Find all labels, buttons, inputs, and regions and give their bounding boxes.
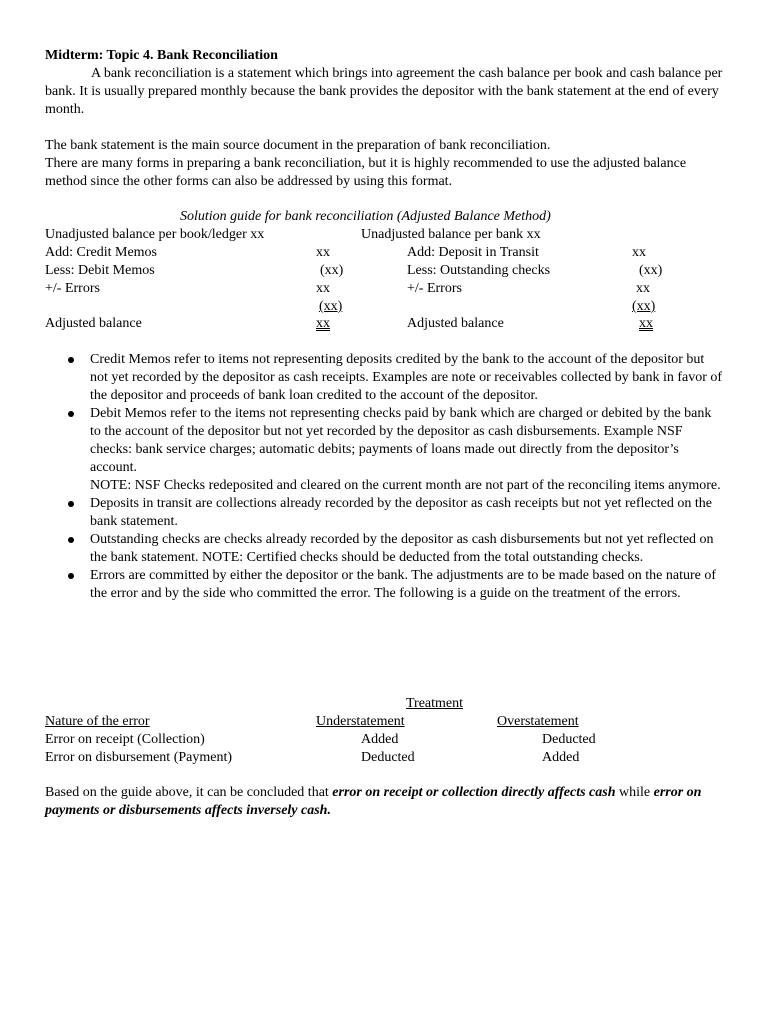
understatement-column-header: Understatement — [316, 714, 405, 729]
treatment-header: Treatment — [406, 696, 464, 711]
definitions-list — [45, 351, 725, 603]
table-row-understatement: Added — [361, 732, 399, 747]
bullet-text: Errors are committed by either the depositor or the bank. The adjustments are to be made based on the nature of the error and by the side who committed the error. The following is a guide on the treatment of the errors. — [90, 568, 717, 601]
conclusion-text: Based on the guide above, it can be concluded that — [45, 785, 333, 800]
list-item — [45, 351, 725, 405]
book-row-label: Add: Credit Memos — [45, 245, 157, 260]
list-item — [45, 495, 725, 531]
conclusion-paragraph — [45, 784, 735, 820]
bullet-text: Credit Memos refer to items not representing deposits credited by the bank to the account of the depositor but not yet recorded by the depositor as cash receipts. Examples are note or receivables collected by bank in favor of the depositor and proceeds of bank loan credited to the account of the depositor. — [90, 352, 723, 403]
book-row-value: (xx) — [320, 263, 344, 278]
bank-row-value: (xx) — [632, 299, 656, 314]
solution-guide-caption: Solution guide for bank reconciliation (Adjusted Balance Method) — [180, 209, 551, 224]
book-side-header: Unadjusted balance per book/ledger xx — [45, 227, 265, 242]
nature-column-header: Nature of the error — [45, 714, 150, 729]
bank-row-label: Adjusted balance — [407, 316, 504, 331]
bullet-icon — [68, 501, 74, 507]
bullet-note: NOTE: NSF Checks redeposited and cleared on the current month are not part of the reconciling items anymore. — [90, 478, 721, 493]
book-row-label: +/- Errors — [45, 281, 100, 296]
list-item — [45, 567, 725, 603]
overstatement-column-header: Overstatement — [497, 714, 579, 729]
bank-row-value: xx — [636, 281, 650, 296]
bullet-text: Debit Memos refer to the items not representing checks paid by bank which are charged or debited by the bank to the account of the depositor but not yet recorded by the depositor as cash disbursements. Example NSF checks: bank service charges; automatic debits; payments of loans made out directly from the depositor’s account. — [90, 406, 712, 475]
bank-row-label: Add: Deposit in Transit — [407, 245, 539, 260]
table-row-understatement: Deducted — [361, 750, 415, 765]
conclusion-emphasis-receipt: error on receipt or collection directly affects cash — [332, 785, 616, 800]
book-row-value: (xx) — [319, 299, 343, 314]
bullet-icon — [68, 573, 74, 579]
conclusion-text: while — [615, 785, 654, 800]
book-row-value: xx — [316, 281, 330, 296]
bank-row-value: xx — [639, 316, 653, 331]
bank-row-value: (xx) — [639, 263, 663, 278]
bullet-icon — [68, 411, 74, 417]
intro-paragraph: A bank reconciliation is a statement which brings into agreement the cash balance per book and cash balance per bank. It is usually prepared monthly because the bank provides the depositor with the bank statement at the end of every month. — [45, 66, 723, 117]
document-title: Midterm: Topic 4. Bank Reconciliation — [45, 48, 278, 63]
intro-line-source-document: The bank statement is the main source document in the preparation of bank reconciliation. — [45, 138, 551, 153]
book-row-value: xx — [316, 316, 330, 331]
list-item — [45, 531, 725, 567]
book-row-value: xx — [316, 245, 330, 260]
bank-row-label: Less: Outstanding checks — [407, 263, 551, 278]
list-item — [45, 405, 725, 495]
bullet-icon — [68, 537, 74, 543]
bank-row-label: +/- Errors — [407, 281, 462, 296]
bullet-text: Outstanding checks are checks already recorded by the depositor as cash disbursements but not yet reflected on the bank statement. NOTE: Certified checks should be deducted from the total outstanding checks. — [90, 532, 714, 565]
conclusion-emphasis-payment: error on payments or disbursements affects inversely cash. — [45, 785, 702, 818]
book-row-label: Less: Debit Memos — [45, 263, 155, 278]
table-row-nature: Error on disbursement (Payment) — [45, 750, 233, 765]
intro-line-adjusted-method: There are many forms in preparing a bank reconciliation, but it is highly recommended to use the adjusted balance method since the other forms can also be addressed by using this format. — [45, 156, 687, 189]
bullet-icon — [68, 357, 74, 363]
table-row-nature: Error on receipt (Collection) — [45, 732, 205, 747]
book-row-label: Adjusted balance — [45, 316, 142, 331]
table-row-overstatement: Deducted — [542, 732, 596, 747]
bank-side-header: Unadjusted balance per bank xx — [361, 227, 541, 242]
bullet-text: Deposits in transit are collections already recorded by the depositor as cash receipts but not yet reflected on the bank statement. — [90, 496, 713, 529]
table-row-overstatement: Added — [542, 750, 580, 765]
bank-row-value: xx — [632, 245, 646, 260]
